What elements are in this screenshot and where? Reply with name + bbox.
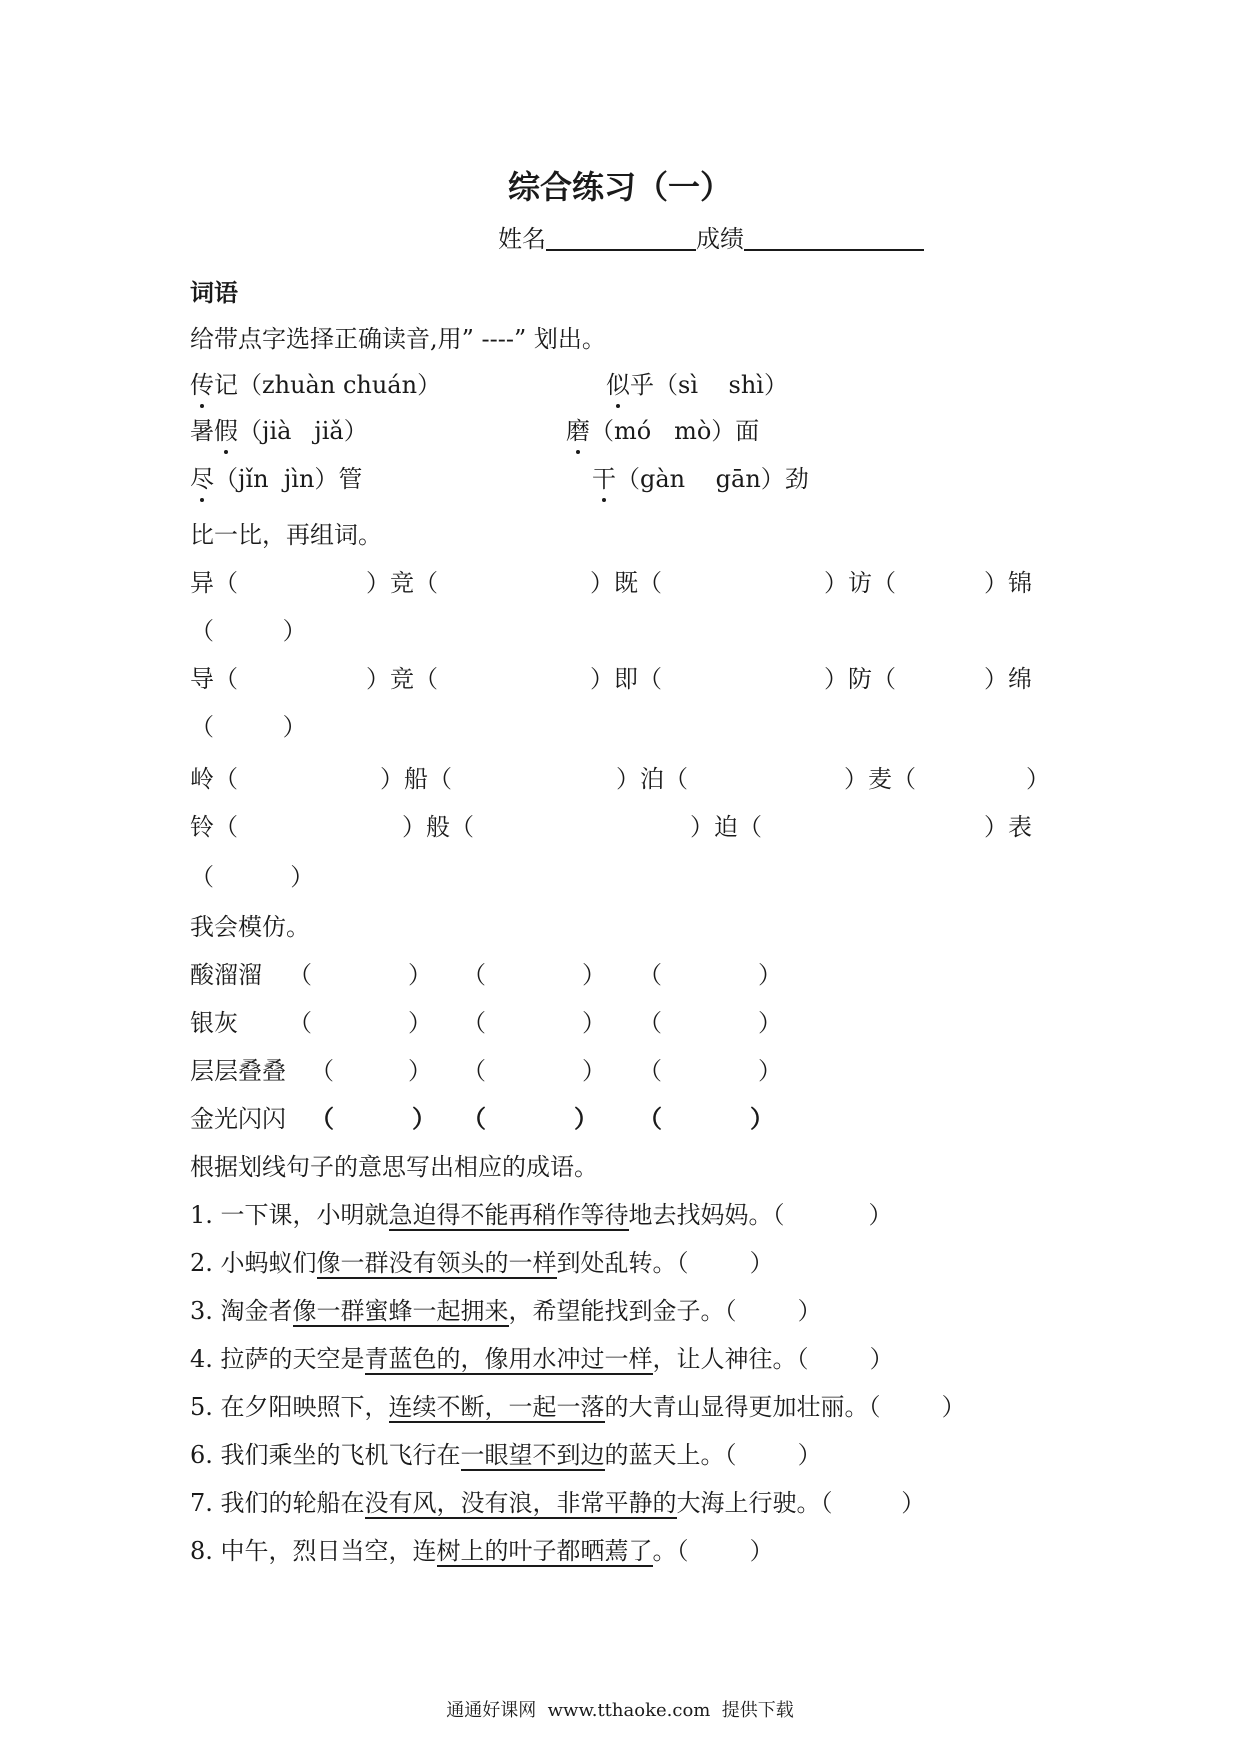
q1-item-3: 暑假（jià jiǎ） [190, 414, 368, 448]
name-score-line [498, 222, 924, 256]
q1-item-1: 传记（zhuàn chuán） [190, 368, 441, 402]
q4-sentence-5: 5. 在夕阳映照下，连续不断，一起一落的大青山显得更加壮丽。（ ） [190, 1393, 966, 1421]
underlined-phrase: 急迫得不能再稍作等待 [388, 1201, 629, 1229]
footer-credit: 通通好课网 www.tthaoke.com 提供下载 [446, 1700, 794, 1721]
dotted-char: 似 [606, 368, 630, 402]
q1-instruction: 给带点字选择正确读音,用” ----” 划出。 [190, 325, 606, 353]
dotted-char: 磨 [566, 414, 590, 448]
q3-instruction: 我会模仿。 [190, 913, 310, 941]
underlined-phrase: 树上的叶子都晒蔫了 [436, 1537, 653, 1565]
underlined-phrase: 像一群蜜蜂一起拥来 [292, 1297, 509, 1325]
page-title: 综合练习（一） [507, 168, 732, 206]
section-heading-vocab: 词语 [190, 279, 238, 307]
dotted-char: 尽 [190, 462, 214, 496]
underlined-phrase: 像一群没有领头的一样 [316, 1249, 557, 1277]
q2-instruction: 比一比，再组词。 [190, 521, 382, 549]
score-label: 成绩 [696, 225, 744, 253]
name-label: 姓名 [498, 225, 546, 253]
q4-sentence-2: 2. 小蚂蚁们像一群没有领头的一样到处乱转。（ ） [190, 1249, 774, 1277]
q4-sentence-4: 4. 拉萨的天空是青蓝色的，像用水冲过一样，让人神往。（ ） [190, 1345, 894, 1373]
q1-item-5: 尽（jǐn jìn）管 [190, 462, 362, 496]
dotted-char: 假 [214, 414, 238, 448]
q4-instruction: 根据划线句子的意思写出相应的成语。 [190, 1153, 598, 1181]
q4-sentence-1: 1. 一下课，小明就急迫得不能再稍作等待地去找妈妈。（ ） [190, 1201, 893, 1229]
underlined-phrase: 一眼望不到边 [460, 1441, 605, 1469]
q4-sentence-7: 7. 我们的轮船在没有风，没有浪，非常平静的大海上行驶。（ ） [190, 1489, 926, 1517]
q4-sentence-8: 8. 中午，烈日当空，连树上的叶子都晒蔫了。（ ） [190, 1537, 774, 1565]
dotted-char: 传 [190, 368, 214, 402]
underlined-phrase: 青蓝色的，像用水冲过一样 [364, 1345, 653, 1373]
q1-item-2: 似乎（sì shì） [606, 368, 788, 402]
score-blank[interactable] [744, 223, 924, 251]
dotted-char: 干 [592, 462, 616, 496]
q4-sentence-6: 6. 我们乘坐的飞机飞行在一眼望不到边的蓝天上。（ ） [190, 1441, 822, 1469]
q1-item-4: 磨（mó mò）面 [566, 414, 759, 448]
underlined-phrase: 没有风，没有浪，非常平静的 [364, 1489, 677, 1517]
underlined-phrase: 连续不断，一起一落 [388, 1393, 605, 1421]
name-blank[interactable] [546, 223, 696, 251]
q4-sentence-3: 3. 淘金者像一群蜜蜂一起拥来，希望能找到金子。（ ） [190, 1297, 822, 1325]
q1-item-6: 干（gàn gān）劲 [592, 462, 809, 496]
